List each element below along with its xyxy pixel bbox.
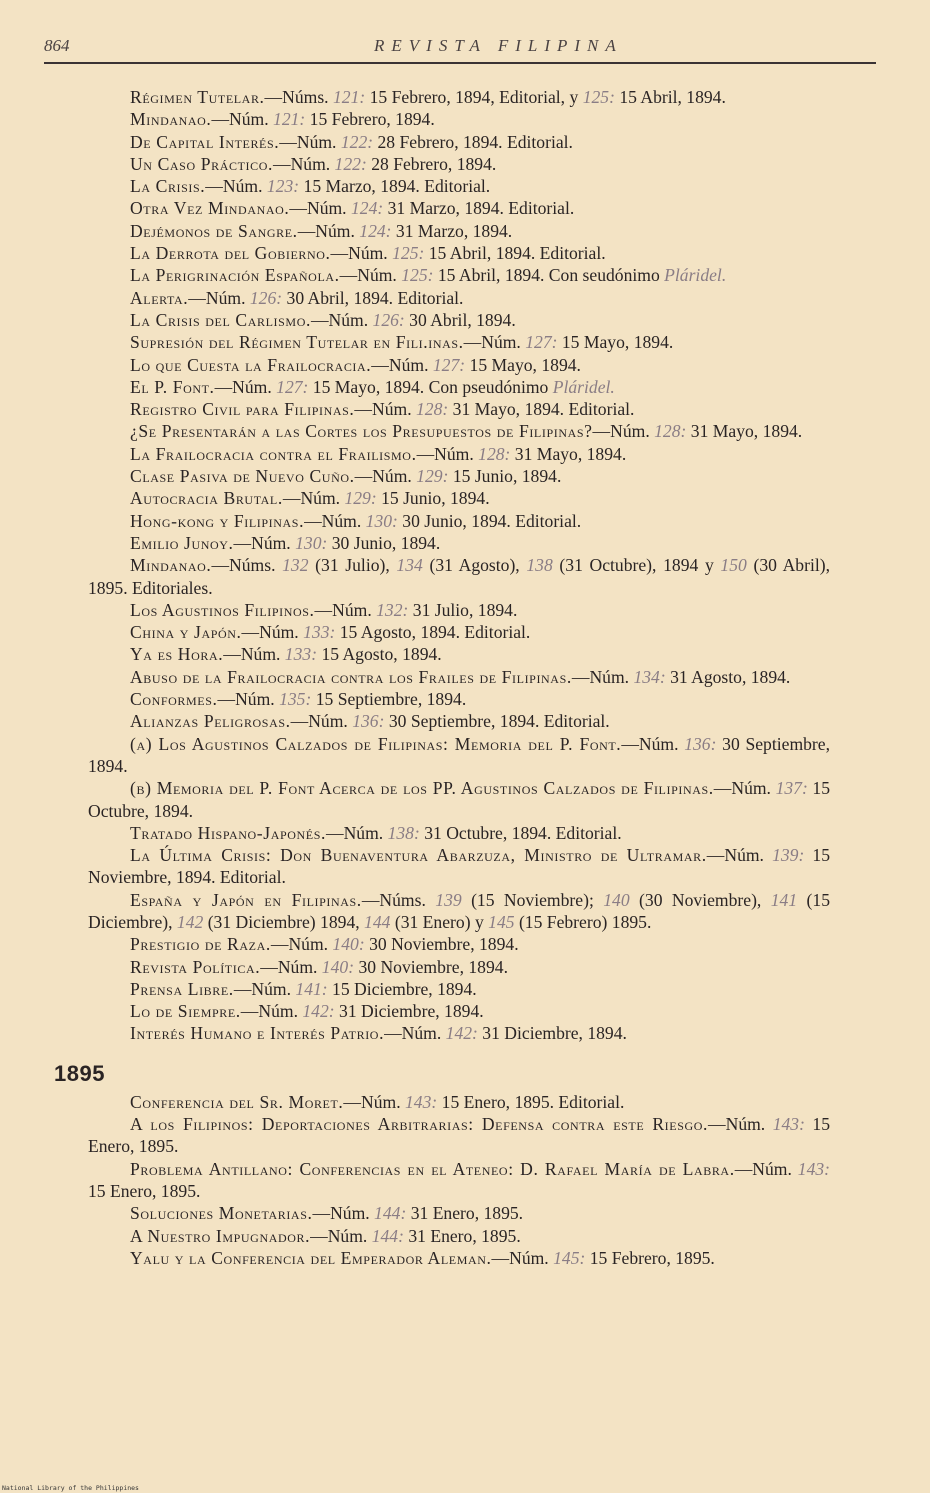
issue-number: 128: (478, 443, 511, 464)
entry-title: (a) Los Agustinos Calzados de Filipinas: Memoria del P. Font. (130, 733, 622, 754)
entry-number-label: —Núm. (233, 532, 296, 553)
entry-number-label: —Núm. (339, 265, 402, 286)
entry-number-label: —Núm. (325, 822, 388, 843)
entry (88, 889, 830, 934)
entry (88, 376, 830, 398)
entry-title: Alianzas Peligrosas. (130, 711, 291, 732)
issue-number: Pláridel. (664, 265, 727, 286)
library-footer: National Library of the Philippines (2, 1484, 139, 1492)
entry-number-label: —Núm. (241, 622, 304, 643)
issue-number: 130: (295, 532, 328, 553)
issue-number: 124: (359, 220, 392, 241)
entry (88, 131, 830, 153)
entry-date: 15 Septiembre, 1894. (311, 689, 467, 710)
issue-number: 133: (303, 622, 336, 643)
issue-number: 140: (332, 934, 365, 955)
entry-number-label: —Núm. (314, 599, 377, 620)
issue-number: 144 (364, 911, 391, 932)
entry-date: 30 Junio, 1894. Editorial. (397, 510, 582, 531)
entry-title: Dejémonos de Sangre. (130, 220, 298, 241)
entry-title: Prestigio de Raza. (130, 934, 271, 955)
entry-number-label: —Núm. (384, 1023, 446, 1044)
issue-number: 145 (488, 911, 515, 932)
entry-number-label: —Núm. (734, 1158, 798, 1179)
entries-1895 (88, 1091, 830, 1269)
entry-number-label: —Núm. (621, 733, 685, 754)
issue-number: 141 (770, 889, 798, 910)
entry-number-label: —Núm. (205, 176, 267, 197)
entry-title: El P. Font. (130, 376, 215, 397)
entry (88, 175, 830, 197)
entry-number-label: —Núm. (297, 220, 360, 241)
year-heading: 1895 (54, 1060, 105, 1086)
entry-date: 15 Enero, 1895. Editorial. (437, 1091, 625, 1112)
entry (88, 1113, 830, 1158)
entry (88, 554, 830, 599)
entry (88, 420, 830, 442)
entry (88, 443, 830, 465)
entry-date: (15 Noviembre); (461, 889, 604, 910)
issue-number: 125: (582, 87, 615, 107)
issue-number: 125: (401, 265, 434, 286)
entries-1894 (88, 86, 830, 1045)
issue-number: 126: (372, 309, 405, 330)
entry-number-label: —Núm. (260, 956, 322, 977)
entry-title: Abuso de la Frailocracia contra los Frailes de Filipinas. (130, 666, 572, 687)
entry-number-label: —Núm. (330, 243, 393, 264)
entry-number-label: —Núm. (289, 198, 351, 219)
entry (88, 354, 830, 376)
entry-date: 31 Mayo, 1894. (510, 443, 627, 464)
bibliography-list (54, 86, 831, 1269)
issue-number: 142 (176, 911, 204, 932)
entry-date: 30 Abril, 1894. (404, 309, 516, 330)
entry-date: 15 Diciembre, 1894. (327, 978, 477, 999)
entry-number-label: —Núm. (233, 978, 296, 999)
issue-number: 142: (445, 1023, 478, 1044)
issue-number: 121: (332, 87, 366, 107)
entry-date: (31 Julio), (308, 555, 397, 576)
issue-number: 134 (396, 555, 423, 576)
issue-number: 123: (266, 176, 300, 197)
entry (88, 599, 830, 621)
entry (88, 1000, 830, 1022)
entry-title: Supresión del Régimen Tutelar en Fili.inas. (130, 332, 464, 353)
entry-title: Régimen Tutelar. (130, 87, 265, 107)
entry-title: La Perigrinación Española. (130, 265, 340, 286)
entry-title: De Capital Interés. (130, 131, 280, 152)
entry-date: 31 Mayo, 1894. (686, 421, 803, 442)
entry (88, 108, 830, 130)
entry (88, 710, 830, 732)
issue-number: 150 (720, 555, 747, 576)
entry-title: Emilio Junoy. (130, 532, 234, 553)
issue-number: 134: (633, 666, 666, 687)
entry-number-label: —Núm. (217, 689, 280, 710)
issue-number: 127: (525, 332, 558, 353)
entry (88, 153, 830, 175)
entry-date: (15 Febrero) 1895. (514, 911, 652, 932)
entry-date: 31 Marzo, 1894. Editorial. (383, 198, 575, 219)
entry-date: 30 Noviembre, 1894. (364, 934, 519, 955)
page-number: 864 (44, 36, 70, 55)
entry (88, 978, 830, 1000)
issue-number: 128: (416, 399, 449, 420)
entry-date: 15 Abril, 1894. (614, 87, 726, 107)
entry-date: 15 Febrero, 1895. (585, 1247, 715, 1268)
entry-number-label: —Núm. (310, 1225, 372, 1246)
entry-date: 31 Diciembre, 1894. (334, 1001, 484, 1022)
entry-date: (31 Agosto), (422, 555, 527, 576)
issue-number: 143: (797, 1158, 831, 1179)
issue-number: 145: (553, 1247, 586, 1268)
entry-date: 30 Septiembre, 1894. Editorial. (384, 711, 610, 732)
entry-title: La Última Crisis: Don Buenaventura Abarzuza, Ministro de Ultramar. (130, 845, 707, 866)
entry-number-label: —Núm. (371, 354, 433, 375)
entry-date: 15 Mayo, 1894. (557, 332, 674, 353)
entry-title: La Frailocracia contra el Frailismo. (130, 443, 417, 464)
entry (88, 1158, 830, 1203)
entry-title: Mindanao. (130, 555, 212, 576)
entry-title: China y Japón. (130, 622, 242, 643)
entry-date: 28 Febrero, 1894. Editorial. (373, 131, 573, 152)
entry-date: 15 Octubre, 1894. (88, 778, 831, 821)
entry-title: ¿Se Presentarán a las Cortes los Presupuestos de Filipinas? (130, 421, 593, 442)
issue-number: 141: (295, 978, 328, 999)
entry-number-label: —Núm. (214, 376, 277, 397)
entry-title: Revista Política. (130, 956, 261, 977)
issue-number: 137: (775, 778, 808, 799)
entry-number-label: —Núms. (264, 87, 333, 107)
entry-number-label: —Núm. (354, 399, 416, 420)
entry-number-label: —Núm. (304, 510, 366, 531)
entry-date: 30 Noviembre, 1894. (354, 956, 508, 977)
entry-date: 15 Marzo, 1894. Editorial. (299, 176, 491, 197)
entry-date: 30 Abril, 1894. Editorial. (282, 287, 464, 308)
issue-number: 140 (603, 889, 630, 910)
entry-date: 31 Octubre, 1894. Editorial. (419, 822, 622, 843)
entry (88, 242, 830, 264)
entry-date: 15 Abril, 1894. Editorial. (424, 243, 606, 264)
entry-title: Lo que Cuesta la Frailocracia. (130, 354, 372, 375)
entry-number-label: —Núms. (361, 889, 436, 910)
entry-number-label: —Núms. (211, 555, 283, 576)
issue-number: 121: (273, 109, 306, 130)
entry-title: Conformes. (130, 689, 218, 710)
entry-title: A Nuestro Impugnador. (130, 1225, 311, 1246)
entry (88, 688, 830, 710)
entry-title: Soluciones Monetarias. (130, 1203, 313, 1224)
issue-number: 144: (374, 1203, 407, 1224)
entry-title: España y Japón en Filipinas. (130, 889, 362, 910)
entry-title: Registro Civil para Filipinas. (130, 399, 355, 420)
entry-number-label: —Núm. (343, 1091, 405, 1112)
entry-title: Conferencia del Sr. Moret. (130, 1091, 344, 1112)
entry-date: (31 Diciembre) 1894, (203, 911, 365, 932)
issue-number: 136: (352, 711, 385, 732)
entry (88, 465, 830, 487)
entry-number-label: —Núm. (312, 1203, 375, 1224)
entry (88, 398, 830, 420)
entry-title: Clase Pasiva de Nuevo Cuño. (130, 466, 355, 487)
entry-date: 31 Mayo, 1894. Editorial. (448, 399, 635, 420)
issue-number: 122: (340, 131, 374, 152)
entry-date: (30 Noviembre), (629, 889, 771, 910)
entry-number-label: —Núm. (272, 153, 335, 174)
entry-number-label: —Núm. (708, 1114, 773, 1135)
issue-number: 143: (405, 1091, 438, 1112)
issue-number: 127: (276, 376, 309, 397)
entry-title: Los Agustinos Filipinos. (130, 599, 315, 620)
entry-title: Yalu y la Conferencia del Emperador Aleman. (130, 1247, 492, 1268)
issue-number: 138 (526, 555, 553, 576)
entry (88, 510, 830, 532)
entry (88, 1091, 830, 1113)
issue-number: 126: (249, 287, 283, 308)
entry-date: 15 Agosto, 1894. (317, 644, 442, 665)
entry-number-label: —Núm. (592, 421, 655, 442)
entry-number-label: —Núm. (310, 309, 373, 330)
entry-date: 31 Enero, 1895. (406, 1203, 524, 1224)
entry-title: Hong-kong y Filipinas. (130, 510, 305, 531)
entry-number-label: —Núm. (270, 934, 333, 955)
entry-date: 28 Febrero, 1894. (366, 153, 497, 174)
entry-title: Ya es Hora. (130, 644, 224, 665)
entry-title: La Crisis del Carlismo. (130, 309, 311, 330)
entry (88, 287, 830, 309)
running-header (44, 36, 876, 64)
entry-date: (31 Octubre), 1894 y (552, 555, 721, 576)
entry (88, 264, 830, 286)
entry-date: (30 Abril), 1895. Editoriales. (88, 555, 830, 598)
entry-number-label: —Núm. (282, 488, 345, 509)
entry (88, 532, 830, 554)
entry (88, 933, 830, 955)
entry (88, 621, 830, 643)
issue-number: 122: (334, 153, 367, 174)
entry-date: 31 Marzo, 1894. (391, 220, 513, 241)
entry (88, 956, 830, 978)
entry (88, 777, 830, 822)
entry (88, 822, 830, 844)
entry-number-label: —Núm. (188, 287, 250, 308)
entry (88, 309, 830, 331)
entry-title: Lo de Siempre. (130, 1001, 241, 1022)
issue-number: 136: (684, 733, 717, 754)
entry (88, 220, 830, 242)
entry-title: Un Caso Práctico. (130, 153, 273, 174)
entry-date: 15 Agosto, 1894. Editorial. (335, 622, 531, 643)
entry-date: 30 Junio, 1894. (327, 532, 441, 553)
entry-date: 15 Noviembre, 1894. Editorial. (88, 845, 831, 888)
issue-number: 142: (302, 1001, 335, 1022)
issue-number: 139: (772, 845, 805, 866)
entry-title: Interés Humano e Interés Patrio. (130, 1023, 385, 1044)
entry-date: 15 Junio, 1894. (376, 488, 490, 509)
entry-title: Otra Vez Mindanao. (130, 198, 290, 219)
entry-title: La Crisis. (130, 176, 206, 197)
entry (88, 1202, 830, 1224)
entry (88, 197, 830, 219)
issue-number: 127: (432, 354, 466, 375)
entry-number-label: —Núm. (290, 711, 353, 732)
entry (88, 1225, 830, 1247)
entry-date: 31 Enero, 1895. (403, 1225, 521, 1246)
entry-date: 15 Junio, 1894. (448, 466, 562, 487)
entry (88, 1022, 830, 1044)
entry-number-label: —Núm. (491, 1247, 554, 1268)
issue-number: Pláridel. (552, 376, 615, 397)
issue-number: 124: (350, 198, 384, 219)
entry-number-label: —Núm. (211, 109, 274, 130)
entry-title: (b) Memoria del P. Font Acerca de los PP. Agustinos Calzados de Filipinas. (130, 778, 714, 799)
entry-date: (15 Diciembre), (88, 889, 831, 932)
entry-date: 15 Abril, 1894. Con seudónimo (433, 265, 665, 286)
entry (88, 643, 830, 665)
entry-date: 15 Enero, 1895. (88, 1180, 201, 1201)
entry-title: Mindanao. (130, 109, 212, 130)
entry-number-label: —Núm. (279, 131, 341, 152)
entry-title: Autocracia Brutal. (130, 488, 283, 509)
issue-number: 130: (365, 510, 398, 531)
issue-number: 139 (435, 889, 462, 910)
issue-number: 129: (416, 466, 449, 487)
entry-date: 31 Julio, 1894. (408, 599, 518, 620)
issue-number: 143: (772, 1114, 805, 1135)
entry (88, 86, 830, 108)
issue-number: 135: (279, 689, 312, 710)
issue-number: 144: (371, 1225, 404, 1246)
entry (88, 331, 830, 353)
issue-number: 132 (282, 555, 309, 576)
entry-number-label: —Núm. (713, 778, 776, 799)
issue-number: 125: (392, 243, 425, 264)
issue-number: 138: (387, 822, 420, 843)
entry-date: 15 Enero, 1895. (88, 1114, 831, 1157)
entry-title: Tratado Hispano-Japonés. (130, 822, 326, 843)
entry (88, 666, 830, 688)
issue-number: 133: (284, 644, 318, 665)
entry (88, 1247, 830, 1269)
entry-title: Problema Antillano: Conferencias en el Ateneo: D. Rafael María de Labra. (130, 1158, 735, 1179)
entry-number-label: —Núm. (240, 1001, 303, 1022)
entry-title: Alerta. (130, 287, 189, 308)
issue-number: 129: (344, 488, 377, 509)
journal-title: REVISTA FILIPINA (374, 36, 623, 55)
entry-date: 15 Mayo, 1894. (465, 354, 581, 375)
entry (88, 733, 830, 778)
entry-title: La Derrota del Gobierno. (130, 243, 331, 264)
issue-number: 128: (654, 421, 687, 442)
entry-number-label: —Núm. (416, 443, 479, 464)
entry-date: (31 Enero) y (390, 911, 489, 932)
entry-number-label: —Núm. (571, 666, 634, 687)
entry (88, 844, 830, 889)
entry-date: 15 Febrero, 1894, Editorial, y (365, 87, 583, 107)
entry-title: A los Filipinos: Deportaciones Arbitrarias: Defensa contra este Riesgo. (130, 1114, 709, 1135)
entry-number-label: —Núm. (463, 332, 526, 353)
entry-number-label: —Núm. (354, 466, 417, 487)
issue-number: 140: (321, 956, 355, 977)
entry-date: 30 Septiembre, 1894. (88, 733, 830, 776)
entry-date: 31 Diciembre, 1894. (477, 1023, 627, 1044)
entry (88, 487, 830, 509)
entry-number-label: —Núm. (706, 845, 773, 866)
entry-date: 15 Mayo, 1894. Con pseudónimo (308, 376, 553, 397)
entry-date: 15 Febrero, 1894. (305, 109, 435, 130)
issue-number: 132: (376, 599, 409, 620)
entry-date: 31 Agosto, 1894. (665, 666, 791, 687)
entry-title: Prensa Libre. (130, 978, 234, 999)
entry-number-label: —Núm. (223, 644, 285, 665)
